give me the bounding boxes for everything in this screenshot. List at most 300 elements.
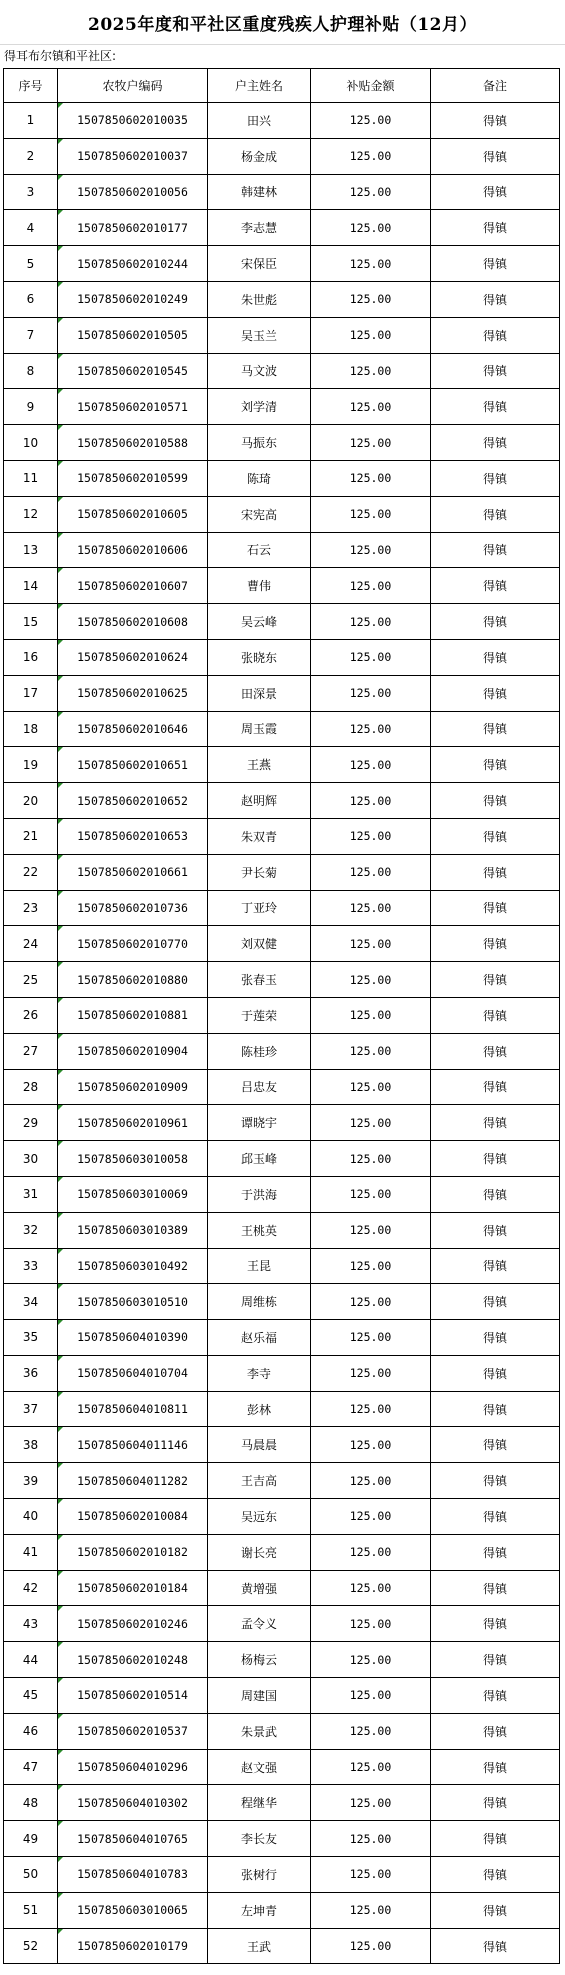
table-row (4, 138, 560, 174)
cell-remark: 得镇 (431, 1355, 560, 1391)
table-row (4, 1713, 560, 1749)
cell-householder-name: 吴云峰 (208, 604, 311, 640)
cell-index: 13 (4, 532, 58, 568)
cell-remark: 得镇 (431, 711, 560, 747)
cell-household-code: 1507850602010588 (58, 425, 208, 461)
cell-index: 31 (4, 1176, 58, 1212)
cell-household-code: 1507850603010058 (58, 1141, 208, 1177)
cell-index: 38 (4, 1427, 58, 1463)
cell-index: 6 (4, 281, 58, 317)
cell-subsidy-amount: 125.00 (311, 246, 431, 282)
cell-householder-name: 王昆 (208, 1248, 311, 1284)
cell-householder-name: 石云 (208, 532, 311, 568)
cell-index: 22 (4, 854, 58, 890)
cell-remark: 得镇 (431, 353, 560, 389)
cell-index: 37 (4, 1391, 58, 1427)
cell-householder-name: 朱双青 (208, 818, 311, 854)
cell-householder-name: 谢长亮 (208, 1534, 311, 1570)
cell-index: 17 (4, 675, 58, 711)
cell-subsidy-amount: 125.00 (311, 1069, 431, 1105)
cell-index: 29 (4, 1105, 58, 1141)
cell-remark: 得镇 (431, 496, 560, 532)
cell-subsidy-amount: 125.00 (311, 818, 431, 854)
cell-householder-name: 王吉高 (208, 1463, 311, 1499)
cell-household-code: 1507850602010179 (58, 1928, 208, 1964)
cell-household-code: 1507850602010177 (58, 210, 208, 246)
cell-subsidy-amount: 125.00 (311, 1248, 431, 1284)
cell-subsidy-amount: 125.00 (311, 1570, 431, 1606)
cell-household-code: 1507850602010184 (58, 1570, 208, 1606)
cell-remark: 得镇 (431, 281, 560, 317)
cell-index: 32 (4, 1212, 58, 1248)
cell-household-code: 1507850602010909 (58, 1069, 208, 1105)
cell-household-code: 1507850602010037 (58, 138, 208, 174)
cell-household-code: 1507850604010765 (58, 1821, 208, 1857)
cell-remark: 得镇 (431, 890, 560, 926)
table-row (4, 389, 560, 425)
table-row (4, 1212, 560, 1248)
cell-household-code: 1507850602010651 (58, 747, 208, 783)
cell-subsidy-amount: 125.00 (311, 1427, 431, 1463)
cell-household-code: 1507850604010783 (58, 1857, 208, 1893)
cell-household-code: 1507850602010246 (58, 1606, 208, 1642)
cell-subsidy-amount: 125.00 (311, 389, 431, 425)
cell-remark: 得镇 (431, 138, 560, 174)
table-row (4, 747, 560, 783)
cell-householder-name: 孟令义 (208, 1606, 311, 1642)
cell-household-code: 1507850602010505 (58, 317, 208, 353)
table-row (4, 1069, 560, 1105)
cell-householder-name: 韩建林 (208, 174, 311, 210)
table-row (4, 604, 560, 640)
cell-householder-name: 周建国 (208, 1678, 311, 1714)
table-row (4, 1355, 560, 1391)
cell-subsidy-amount: 125.00 (311, 1892, 431, 1928)
table-row (4, 1033, 560, 1069)
cell-index: 39 (4, 1463, 58, 1499)
cell-subsidy-amount: 125.00 (311, 1821, 431, 1857)
cell-household-code: 1507850602010056 (58, 174, 208, 210)
cell-household-code: 1507850602010904 (58, 1033, 208, 1069)
cell-remark: 得镇 (431, 1320, 560, 1356)
table-row (4, 1892, 560, 1928)
cell-subsidy-amount: 125.00 (311, 675, 431, 711)
cell-remark: 得镇 (431, 1212, 560, 1248)
cell-index: 45 (4, 1678, 58, 1714)
cell-household-code: 1507850604010390 (58, 1320, 208, 1356)
cell-subsidy-amount: 125.00 (311, 460, 431, 496)
table-row (4, 1105, 560, 1141)
cell-household-code: 1507850603010492 (58, 1248, 208, 1284)
cell-householder-name: 陈桂珍 (208, 1033, 311, 1069)
cell-household-code: 1507850602010035 (58, 103, 208, 139)
cell-subsidy-amount: 125.00 (311, 1212, 431, 1248)
cell-household-code: 1507850602010248 (58, 1642, 208, 1678)
cell-index: 19 (4, 747, 58, 783)
cell-household-code: 1507850602010736 (58, 890, 208, 926)
cell-remark: 得镇 (431, 1821, 560, 1857)
cell-remark: 得镇 (431, 1857, 560, 1893)
cell-remark: 得镇 (431, 1785, 560, 1821)
cell-household-code: 1507850602010605 (58, 496, 208, 532)
cell-remark: 得镇 (431, 926, 560, 962)
cell-householder-name: 田兴 (208, 103, 311, 139)
table-row (4, 103, 560, 139)
cell-index: 24 (4, 926, 58, 962)
cell-household-code: 1507850602010599 (58, 460, 208, 496)
cell-household-code: 1507850603010069 (58, 1176, 208, 1212)
table-row (4, 818, 560, 854)
cell-household-code: 1507850602010624 (58, 639, 208, 675)
cell-householder-name: 李志慧 (208, 210, 311, 246)
cell-householder-name: 宋宪高 (208, 496, 311, 532)
cell-householder-name: 王桃英 (208, 1212, 311, 1248)
cell-subsidy-amount: 125.00 (311, 1642, 431, 1678)
cell-householder-name: 曹伟 (208, 568, 311, 604)
cell-index: 30 (4, 1141, 58, 1177)
cell-index: 47 (4, 1749, 58, 1785)
cell-remark: 得镇 (431, 1713, 560, 1749)
cell-householder-name: 邱玉峰 (208, 1141, 311, 1177)
cell-householder-name: 李寺 (208, 1355, 311, 1391)
cell-index: 41 (4, 1534, 58, 1570)
table-row (4, 1857, 560, 1893)
cell-householder-name: 吴远东 (208, 1499, 311, 1535)
cell-index: 4 (4, 210, 58, 246)
cell-subsidy-amount: 125.00 (311, 854, 431, 890)
cell-subsidy-amount: 125.00 (311, 1033, 431, 1069)
cell-household-code: 1507850604010811 (58, 1391, 208, 1427)
cell-subsidy-amount: 125.00 (311, 747, 431, 783)
cell-index: 44 (4, 1642, 58, 1678)
cell-remark: 得镇 (431, 1105, 560, 1141)
cell-householder-name: 于洪海 (208, 1176, 311, 1212)
cell-index: 21 (4, 818, 58, 854)
cell-subsidy-amount: 125.00 (311, 1391, 431, 1427)
cell-household-code: 1507850604010296 (58, 1749, 208, 1785)
cell-householder-name: 吕忠友 (208, 1069, 311, 1105)
cell-householder-name: 周维栋 (208, 1284, 311, 1320)
cell-remark: 得镇 (431, 962, 560, 998)
cell-subsidy-amount: 125.00 (311, 568, 431, 604)
cell-index: 49 (4, 1821, 58, 1857)
cell-householder-name: 于莲荣 (208, 997, 311, 1033)
header-index: 序号 (4, 69, 58, 103)
cell-household-code: 1507850602010646 (58, 711, 208, 747)
cell-remark: 得镇 (431, 210, 560, 246)
cell-subsidy-amount: 125.00 (311, 1928, 431, 1964)
cell-household-code: 1507850602010661 (58, 854, 208, 890)
cell-index: 23 (4, 890, 58, 926)
cell-household-code: 1507850603010065 (58, 1892, 208, 1928)
cell-subsidy-amount: 125.00 (311, 1534, 431, 1570)
cell-subsidy-amount: 125.00 (311, 1678, 431, 1714)
cell-household-code: 1507850602010244 (58, 246, 208, 282)
cell-index: 2 (4, 138, 58, 174)
cell-householder-name: 赵明辉 (208, 783, 311, 819)
cell-subsidy-amount: 125.00 (311, 532, 431, 568)
cell-household-code: 1507850604011146 (58, 1427, 208, 1463)
cell-subsidy-amount: 125.00 (311, 783, 431, 819)
cell-household-code: 1507850602010961 (58, 1105, 208, 1141)
cell-remark: 得镇 (431, 103, 560, 139)
cell-householder-name: 张树行 (208, 1857, 311, 1893)
table-row (4, 1391, 560, 1427)
cell-household-code: 1507850602010653 (58, 818, 208, 854)
cell-remark: 得镇 (431, 1642, 560, 1678)
cell-subsidy-amount: 125.00 (311, 711, 431, 747)
cell-index: 5 (4, 246, 58, 282)
cell-householder-name: 赵文强 (208, 1749, 311, 1785)
table-row (4, 532, 560, 568)
table-row (4, 317, 560, 353)
table-row (4, 1785, 560, 1821)
cell-remark: 得镇 (431, 818, 560, 854)
cell-householder-name: 刘双健 (208, 926, 311, 962)
cell-subsidy-amount: 125.00 (311, 997, 431, 1033)
cell-subsidy-amount: 125.00 (311, 639, 431, 675)
cell-index: 8 (4, 353, 58, 389)
cell-householder-name: 王武 (208, 1928, 311, 1964)
cell-remark: 得镇 (431, 1570, 560, 1606)
cell-index: 3 (4, 174, 58, 210)
header-remark: 备注 (431, 69, 560, 103)
cell-remark: 得镇 (431, 675, 560, 711)
cell-remark: 得镇 (431, 783, 560, 819)
cell-subsidy-amount: 125.00 (311, 496, 431, 532)
cell-subsidy-amount: 125.00 (311, 1857, 431, 1893)
cell-householder-name: 张春玉 (208, 962, 311, 998)
table-row (4, 926, 560, 962)
cell-household-code: 1507850602010652 (58, 783, 208, 819)
cell-household-code: 1507850602010880 (58, 962, 208, 998)
cell-subsidy-amount: 125.00 (311, 1499, 431, 1535)
cell-index: 52 (4, 1928, 58, 1964)
cell-household-code: 1507850602010607 (58, 568, 208, 604)
cell-remark: 得镇 (431, 425, 560, 461)
cell-remark: 得镇 (431, 389, 560, 425)
community-label: 得耳布尔镇和平社区: (4, 49, 117, 63)
cell-householder-name: 马振东 (208, 425, 311, 461)
subsidy-table (3, 68, 560, 1964)
table-row (4, 1749, 560, 1785)
cell-household-code: 1507850602010514 (58, 1678, 208, 1714)
cell-remark: 得镇 (431, 1284, 560, 1320)
cell-household-code: 1507850602010084 (58, 1499, 208, 1535)
cell-remark: 得镇 (431, 604, 560, 640)
cell-index: 33 (4, 1248, 58, 1284)
cell-household-code: 1507850604011282 (58, 1463, 208, 1499)
cell-household-code: 1507850602010770 (58, 926, 208, 962)
table-row (4, 675, 560, 711)
cell-remark: 得镇 (431, 174, 560, 210)
cell-index: 15 (4, 604, 58, 640)
cell-remark: 得镇 (431, 1427, 560, 1463)
cell-household-code: 1507850602010249 (58, 281, 208, 317)
page-title: 2025年度和平社区重度残疾人护理补贴（12月） (0, 0, 565, 45)
cell-remark: 得镇 (431, 532, 560, 568)
cell-subsidy-amount: 125.00 (311, 103, 431, 139)
cell-remark: 得镇 (431, 1499, 560, 1535)
table-row (4, 962, 560, 998)
cell-index: 36 (4, 1355, 58, 1391)
cell-remark: 得镇 (431, 1749, 560, 1785)
table-row (4, 1821, 560, 1857)
cell-remark: 得镇 (431, 997, 560, 1033)
cell-subsidy-amount: 125.00 (311, 604, 431, 640)
cell-household-code: 1507850604010704 (58, 1355, 208, 1391)
cell-index: 16 (4, 639, 58, 675)
cell-subsidy-amount: 125.00 (311, 926, 431, 962)
cell-remark: 得镇 (431, 460, 560, 496)
cell-remark: 得镇 (431, 317, 560, 353)
cell-householder-name: 王燕 (208, 747, 311, 783)
table-row (4, 1499, 560, 1535)
cell-index: 48 (4, 1785, 58, 1821)
cell-household-code: 1507850602010571 (58, 389, 208, 425)
table-row (4, 460, 560, 496)
cell-remark: 得镇 (431, 1678, 560, 1714)
cell-index: 1 (4, 103, 58, 139)
table-row (4, 174, 560, 210)
table-row (4, 639, 560, 675)
cell-remark: 得镇 (431, 639, 560, 675)
table-row (4, 246, 560, 282)
cell-subsidy-amount: 125.00 (311, 1141, 431, 1177)
cell-remark: 得镇 (431, 1892, 560, 1928)
cell-subsidy-amount: 125.00 (311, 138, 431, 174)
cell-subsidy-amount: 125.00 (311, 1355, 431, 1391)
cell-index: 25 (4, 962, 58, 998)
cell-remark: 得镇 (431, 1248, 560, 1284)
cell-remark: 得镇 (431, 568, 560, 604)
cell-index: 7 (4, 317, 58, 353)
cell-householder-name: 刘学清 (208, 389, 311, 425)
cell-remark: 得镇 (431, 1391, 560, 1427)
cell-subsidy-amount: 125.00 (311, 962, 431, 998)
cell-subsidy-amount: 125.00 (311, 317, 431, 353)
cell-subsidy-amount: 125.00 (311, 1713, 431, 1749)
cell-subsidy-amount: 125.00 (311, 1105, 431, 1141)
cell-subsidy-amount: 125.00 (311, 174, 431, 210)
cell-remark: 得镇 (431, 246, 560, 282)
table-row (4, 1463, 560, 1499)
cell-subsidy-amount: 125.00 (311, 1785, 431, 1821)
cell-index: 34 (4, 1284, 58, 1320)
cell-index: 46 (4, 1713, 58, 1749)
table-row (4, 1141, 560, 1177)
table-row (4, 1176, 560, 1212)
cell-subsidy-amount: 125.00 (311, 1463, 431, 1499)
table-row (4, 783, 560, 819)
cell-remark: 得镇 (431, 747, 560, 783)
table-row (4, 1570, 560, 1606)
cell-household-code: 1507850603010510 (58, 1284, 208, 1320)
cell-householder-name: 朱景武 (208, 1713, 311, 1749)
cell-index: 12 (4, 496, 58, 532)
cell-remark: 得镇 (431, 1534, 560, 1570)
cell-subsidy-amount: 125.00 (311, 1606, 431, 1642)
table-row (4, 1534, 560, 1570)
cell-subsidy-amount: 125.00 (311, 210, 431, 246)
cell-householder-name: 尹长菊 (208, 854, 311, 890)
table-header-row (4, 69, 560, 103)
table-row (4, 1284, 560, 1320)
cell-remark: 得镇 (431, 1141, 560, 1177)
cell-household-code: 1507850604010302 (58, 1785, 208, 1821)
cell-householder-name: 马晨晨 (208, 1427, 311, 1463)
cell-index: 10 (4, 425, 58, 461)
cell-index: 28 (4, 1069, 58, 1105)
cell-household-code: 1507850602010608 (58, 604, 208, 640)
cell-index: 18 (4, 711, 58, 747)
table-row (4, 997, 560, 1033)
cell-householder-name: 田深景 (208, 675, 311, 711)
table-row (4, 496, 560, 532)
cell-subsidy-amount: 125.00 (311, 281, 431, 317)
cell-subsidy-amount: 125.00 (311, 353, 431, 389)
cell-remark: 得镇 (431, 1928, 560, 1964)
cell-householder-name: 周玉霞 (208, 711, 311, 747)
table-row (4, 1320, 560, 1356)
cell-householder-name: 左坤青 (208, 1892, 311, 1928)
cell-subsidy-amount: 125.00 (311, 890, 431, 926)
table-row (4, 281, 560, 317)
table-row (4, 1606, 560, 1642)
cell-remark: 得镇 (431, 1176, 560, 1212)
cell-index: 35 (4, 1320, 58, 1356)
table-body (4, 103, 560, 1964)
cell-householder-name: 马文波 (208, 353, 311, 389)
cell-index: 9 (4, 389, 58, 425)
cell-householder-name: 丁亚玲 (208, 890, 311, 926)
table-row (4, 1642, 560, 1678)
cell-householder-name: 张晓东 (208, 639, 311, 675)
cell-household-code: 1507850602010881 (58, 997, 208, 1033)
header-household-code: 农牧户编码 (58, 69, 208, 103)
table-row (4, 711, 560, 747)
cell-householder-name: 陈琦 (208, 460, 311, 496)
cell-household-code: 1507850602010182 (58, 1534, 208, 1570)
cell-householder-name: 彭林 (208, 1391, 311, 1427)
cell-subsidy-amount: 125.00 (311, 1320, 431, 1356)
cell-household-code: 1507850602010625 (58, 675, 208, 711)
cell-index: 26 (4, 997, 58, 1033)
cell-index: 27 (4, 1033, 58, 1069)
cell-index: 42 (4, 1570, 58, 1606)
cell-householder-name: 赵乐福 (208, 1320, 311, 1356)
cell-index: 11 (4, 460, 58, 496)
cell-household-code: 1507850602010537 (58, 1713, 208, 1749)
cell-index: 14 (4, 568, 58, 604)
cell-household-code: 1507850602010545 (58, 353, 208, 389)
cell-remark: 得镇 (431, 1069, 560, 1105)
cell-householder-name: 朱世彪 (208, 281, 311, 317)
cell-householder-name: 杨梅云 (208, 1642, 311, 1678)
cell-subsidy-amount: 125.00 (311, 425, 431, 461)
table-row (4, 1427, 560, 1463)
cell-index: 51 (4, 1892, 58, 1928)
cell-subsidy-amount: 125.00 (311, 1176, 431, 1212)
cell-remark: 得镇 (431, 1463, 560, 1499)
cell-householder-name: 宋保臣 (208, 246, 311, 282)
table-row (4, 1248, 560, 1284)
cell-householder-name: 吴玉兰 (208, 317, 311, 353)
cell-index: 40 (4, 1499, 58, 1535)
cell-index: 43 (4, 1606, 58, 1642)
cell-householder-name: 李长友 (208, 1821, 311, 1857)
cell-householder-name: 程继华 (208, 1785, 311, 1821)
